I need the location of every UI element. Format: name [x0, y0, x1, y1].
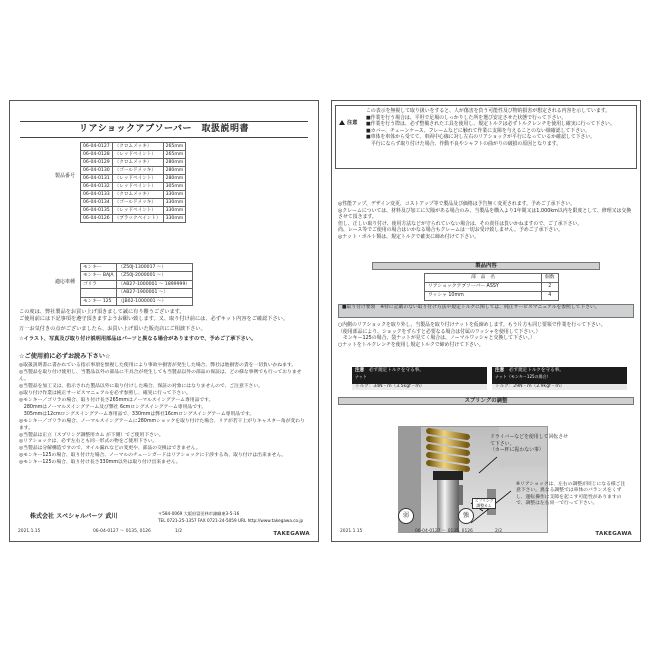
product-finish: （レッドペイント）	[112, 183, 163, 191]
caution-tag: 注意	[339, 120, 357, 127]
vehicle-row	[81, 280, 193, 288]
product-length: 330mm	[163, 199, 186, 207]
product-finish: （レッドペイント）	[112, 151, 163, 159]
weak-arrow-label: 弱	[398, 508, 414, 524]
vehicle-frame: （AB27-1900001 〜）	[116, 289, 192, 297]
manual-page-2	[331, 100, 641, 542]
spring-bar: スプリングの調整	[338, 397, 634, 405]
spring-cam-label: スプリング調整カム	[472, 498, 496, 509]
note-item: ◎取り付け作業は純正サービスマニュアルを必ず参照し、確実に行って下さい。	[19, 390, 191, 396]
vehicle-row	[81, 272, 193, 280]
info-list	[338, 201, 634, 241]
info-item: 但し、正しい取り付け、使用方法などが守られていない場合は、その責任は負いかねますので、ご了承下さい。	[338, 220, 583, 227]
install-step: モンキー125の場合、袋ナットが見てく場合は、ノーマルワッシャと交換して下さい。）	[338, 335, 536, 342]
product-finish: （クロムメッキ）	[112, 143, 163, 151]
product-finish: （ゴールドメッキ）	[112, 167, 163, 175]
caution-item: ■カバー、チェーンケース、フレームなどに触れて作業に支障を与えることのない様確認して下さい。	[366, 127, 590, 134]
torque-right-title: 必ず規定トルクを守る事。	[508, 368, 564, 373]
product-finish: （ブラックペイント）	[112, 215, 163, 223]
product-code: 06-04-0133	[81, 191, 113, 199]
torque-right-tag: 注意	[495, 368, 505, 373]
strong-arrow-label: 強	[458, 508, 474, 524]
section-title: ☆ご使用前に必ずお読み下さい☆	[19, 353, 111, 360]
product-row	[81, 151, 186, 159]
note-item: ◎リアショックは、必ず左右とも同一形式の物をご使用下さい。	[19, 439, 158, 445]
product-length: 330mm	[163, 215, 186, 223]
install-step: ○内側のリアショックを取り外し、当製品を取り付けナットを仮締めします。もう片方も同じ要領で作業を行って下さい。	[338, 322, 606, 328]
manual-page-1	[9, 100, 319, 542]
torque-left-value: トルク：34N・m（3.5kgf・m）	[352, 384, 487, 390]
footer-code: 06-04-0127 〜 0135, 0126	[415, 529, 473, 534]
footer-page: 2/2	[495, 529, 503, 534]
vehicle-model: モンキー 125	[81, 297, 117, 305]
vehicle-row	[81, 297, 193, 305]
spring-note-2: ※リアショックは、左右の調整が同じになる様ご注意下さい。異なる調整では車体のバランスをくずし、運転操作に支障を起こす可能性がありますので、調整は左右同一で行って下さい。	[516, 482, 626, 507]
note-item: ◎当製品は分解構造ですので、オイル漏れなどの変更や、部品の交換はできません。	[19, 446, 201, 452]
vehicle-label: 適応車種	[55, 279, 76, 285]
note-item: 280mmはノーマルスイングアーム及び弊社 6cmロングスイングアーム専用品です。	[19, 404, 207, 410]
parts-head-name: 部 品 名	[425, 274, 542, 283]
parts-row	[425, 292, 559, 301]
footer-date: 2021.1.15	[340, 529, 363, 534]
torque-right-sub: ナット（モンキー125の場合）	[495, 374, 551, 380]
product-finish: （ゴールドメッキ）	[112, 199, 163, 207]
document-title: リアショックアブソーバー 取扱説明書	[20, 121, 308, 138]
product-finish: （クロムメッキ）	[112, 159, 163, 167]
product-row	[81, 175, 186, 183]
intro-line: ご使用前には下記事項を遵守頂きますようお願い致します。又、取り付け前には、必ずキット内容をご確認下さい。	[19, 316, 289, 323]
intro-line: ☆イラスト、写真及び取り付け説明用部品はパーツと異なる場合がありますので、予めご了承下さい。	[19, 336, 257, 343]
torque-box-right	[492, 367, 627, 384]
parts-row	[425, 283, 559, 292]
caution-content	[366, 108, 633, 148]
intro-text	[19, 309, 309, 343]
info-item: ◎性能アップ、デザイン変更、コストアップ等で製品及び価格は予告無く変更されます。予めご了承下さい。	[338, 201, 576, 207]
note-item: ◎取扱説明書に書かれている指示事項を無視した使用により事故や損害が発生した場合、弊社は他損害の責を一切負いかねます。	[19, 363, 297, 368]
parts-name: リアショックアブソーバー ASSY	[425, 283, 542, 292]
caution-box	[335, 105, 637, 169]
note-item: ◎当製品を取り付け使用し、当製品以外の部品に不具合が発生しても当製品以外の部品の保証は、どの様な事例でも行っておりません。	[19, 369, 302, 382]
product-row	[81, 167, 186, 175]
info-item: ◎ナット・ボルト類は、規定トルクで確実に締め付けて下さい。	[338, 234, 480, 241]
info-item: 尚、レース等でご使用の場合はいかなる場合もクレームは一切お受け致しません。予めご了承下さい。	[338, 227, 564, 234]
product-code: 06-04-0134	[81, 199, 113, 207]
vehicle-frame: （JB02-1000001 〜）	[116, 297, 192, 305]
parts-qty: 4	[542, 292, 559, 301]
product-code: 06-04-0129	[81, 159, 113, 167]
vehicle-row	[81, 264, 193, 272]
note-item: ◎モンキー／ゴリラの場合、取り付け長さ265mmはノーマルスイングアーム専用品です。	[19, 397, 214, 403]
product-row	[81, 215, 186, 223]
product-row	[81, 199, 186, 207]
notes-list	[19, 363, 309, 467]
vehicle-frame: （AB27-1000001 〜 1899999）	[116, 280, 192, 288]
install-step: ○ナットをトルクレンチを使用し規定トルクで締め付けて下さい。	[338, 341, 484, 348]
torque-box-left	[352, 367, 487, 384]
product-length: 330mm	[163, 207, 186, 215]
company-contact: TEL 0721-25-1357 FAX 0721-24-5059 URL http://www.takegawa.co.jp	[158, 518, 304, 523]
product-length: 265mm	[163, 151, 186, 159]
product-code: 06-04-0126	[81, 215, 113, 223]
product-code: 06-04-0127	[81, 143, 113, 151]
warning-triangle-icon	[339, 120, 345, 125]
product-finish: （レッドペイント）	[112, 175, 163, 183]
caution-item: ■作業を行う際は、必ず整備された工具を使用し、規定トルクは必ずトルクレンチを使用し確実に行って下さい。	[366, 121, 615, 128]
product-row	[81, 159, 186, 167]
caution-item: ■作業を行う場合は、平坦で足場のしっかりした所を選び安定させた状態で行って下さい。	[366, 114, 567, 121]
note-item: ◎当製品を加工又は、指示された製品以外に取り付けした場合、保証の対象にはなりませんので、ご注意下さい。	[19, 383, 263, 389]
product-length: 330mm	[163, 191, 186, 199]
product-length: 265mm	[163, 143, 186, 151]
page-footer	[18, 529, 310, 538]
note-item: 305mmは12cmロングスイングアーム専用品で、330mmは弊社16cmロングスイングアーム専用品です。	[19, 411, 255, 417]
vehicle-model: ゴリラ	[81, 280, 117, 288]
product-table	[80, 142, 186, 223]
product-code: 06-04-0131	[81, 175, 113, 183]
product-code: 06-04-0135	[81, 207, 113, 215]
parts-header-row	[425, 274, 559, 283]
parts-qty: 2	[542, 283, 559, 292]
page-footer	[340, 529, 632, 538]
product-finish: （レッドペイント）	[112, 207, 163, 215]
install-step: （使用部品により、ショックをずらすと必要なる場合は付属のワッシャを使用して下さい。）	[338, 328, 541, 335]
install-list	[338, 322, 634, 348]
product-finish: （クロムメッキ）	[112, 191, 163, 199]
note-item: ◎当製品は正立（スプリング調整用カム が下側）でご使用下さい。	[19, 432, 164, 438]
product-length: 305mm	[163, 183, 186, 191]
note-item: ◎モンキー125の場合、取り付け長さ330mm以外は取り付け出来ません。	[19, 460, 181, 466]
product-row	[81, 183, 186, 191]
torque-left-title: 必ず規定トルクを守る事。	[368, 368, 424, 373]
info-item: ◎クレームについては、材料及び加工に欠陥がある場合のみ、当製品を購入より1年間又は1,000km以内を限度として、修理又は交換させて頂きます。	[338, 207, 632, 221]
torque-right-value: トルク：29N・m（2.9kgf・m）	[492, 384, 627, 390]
parts-name: ワッシャ 10mm	[425, 292, 542, 301]
parts-table	[424, 273, 559, 301]
footer-code: 06-04-0127 〜 0135, 0126	[93, 529, 151, 534]
takegawa-logo: TAKEGAWA	[595, 530, 632, 537]
product-length: 280mm	[163, 175, 186, 183]
footer-page: 1/2	[175, 529, 183, 534]
product-code: 06-04-0130	[81, 167, 113, 175]
product-length: 280mm	[163, 167, 186, 175]
footer-date: 2021.1.15	[18, 529, 41, 534]
intro-line: この度は、弊社製品をお買い上げ頂きまして誠に有り難うございます。	[19, 309, 185, 315]
product-row	[81, 191, 186, 199]
parts-bar: 製品内容	[372, 262, 600, 270]
note-item: ◎モンキー／ゴリラの場合、ノーマルスイングアームに280mmショックを取り付けた場合、リアが若干上がりキャスター角が変わります。	[19, 418, 305, 431]
product-code: 06-04-0128	[81, 151, 113, 159]
install-bar: ■取り付け要領 ※特に記載のない取り付け方法や規定トルクに関しては、純正サービスマニュアルを参照して下さい。	[338, 304, 634, 318]
intro-line: 万一お気付きの点がございましたら、お買い上げ頂いた販売店にご相談下さい。	[19, 326, 206, 333]
vehicle-row	[81, 289, 193, 297]
product-row	[81, 143, 186, 151]
product-number-label: 製品番号	[55, 173, 76, 179]
torque-left-sub: ナット	[355, 374, 367, 380]
spring-note-1-text: ドライバーなどを使用して回転させて下さい。	[490, 434, 569, 447]
caution-items	[366, 115, 633, 148]
note-item: ◎モンキー125の場合、取り付けた場合、ノーマルのチェーンガードはリアショックに干渉する為、取り付けは出来ません。	[19, 453, 287, 459]
caution-item: ■車体を車体から受てて、車両中心線に対し左右のリアショックが平行になっているか確認して下さい。	[366, 134, 596, 141]
product-code: 06-04-0132	[81, 183, 113, 191]
vehicle-model: モンキー	[81, 264, 117, 272]
vehicle-table	[80, 263, 193, 306]
spring-note-1	[490, 434, 570, 454]
spring-note-1-sub: （カー杯に振わない事）	[490, 447, 544, 454]
product-row	[81, 207, 186, 215]
vehicle-model: モンキー BAJA	[81, 272, 117, 280]
vehicle-frame: （Z50J-2000001 〜）	[116, 272, 192, 280]
caution-item: 平行にならず取り付けた場合、作動不良やシャフトの曲がりの破損の原因となります。	[366, 141, 562, 148]
parts-head-qty: 個数	[542, 274, 559, 283]
caution-header: この表示を無視して取り扱いをすると、人が傷害を負う可能性及び物的損害が想定される内容を示しています。	[366, 108, 611, 114]
vehicle-frame: （Z50J-1300017 〜）	[116, 264, 192, 272]
takegawa-logo: TAKEGAWA	[273, 530, 310, 537]
company-address: 〒584-0069 大阪府富田林市錦織東3-5-16	[158, 511, 240, 516]
product-length: 280mm	[163, 159, 186, 167]
vehicle-model	[81, 289, 117, 297]
company-name: 株式会社 スペシャルパーツ 武川	[30, 513, 118, 520]
torque-left-tag: 注意	[355, 368, 365, 373]
